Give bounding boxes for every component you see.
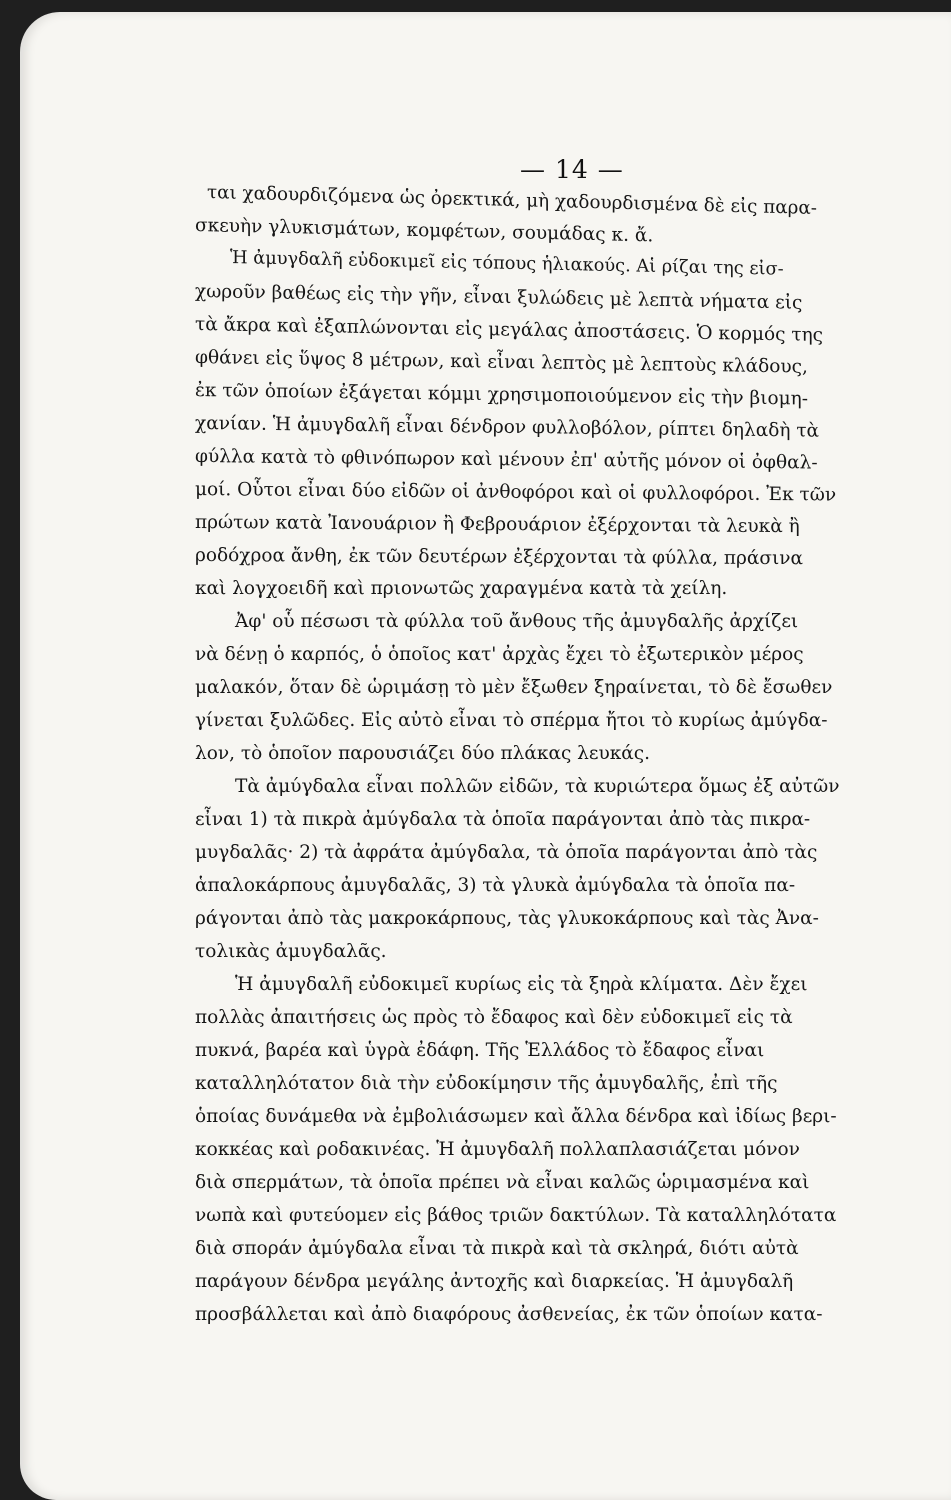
text-line: προσβάλλεται καὶ ἀπὸ διαφόρους ἀσθενείας, ἐκ τῶν ὁποίων κατα-: [195, 1304, 823, 1325]
text-line: χωροῦν βαθέως εἰς τὴν γῆν, εἶναι ξυλώδεις μὲ λεπτὰ νήματα εἰς: [195, 281, 803, 314]
text-line: εἶναι 1) τὰ πικρὰ ἀμύγδαλα τὰ ὁποῖα παράγονται ἀπὸ τὰς πικρα-: [195, 809, 811, 830]
text-line: φθάνει εἰς ὕψος 8 μέτρων, καὶ εἶναι λεπτὸς μὲ λεπτοὺς κλάδους,: [195, 347, 808, 378]
text-line: σκευὴν γλυκισμάτων, κομφέτων, σουμάδας κ. ἄ.: [195, 215, 654, 247]
text-line: νὰ δένῃ ὁ καρπός, ὁ ὁποῖος κατ' ἀρχὰς ἔχει τὸ ἐξωτερικὸν μέρος: [195, 644, 804, 665]
text-line: ται χαδουρδιζόμενα ὡς ὀρεκτικά, μὴ χαδουρδισμένα δὲ εἰς παρα-: [207, 182, 817, 219]
text-line: μοί. Οὗτοι εἶναι δύο εἰδῶν οἱ ἀνθοφόροι καὶ οἱ φυλλοφόροι. Ἐκ τῶν: [195, 479, 837, 506]
text-line: Τὰ ἀμύγδαλα εἶναι πολλῶν εἰδῶν, τὰ κυριώτερα ὅμως ἐξ αὐτῶν: [235, 776, 840, 797]
text-line: ἁπαλοκάρπους ἀμυγδαλᾶς, 3) τὰ γλυκὰ ἀμύγδαλα τὰ ὁποῖα πα-: [195, 875, 796, 896]
text-line: πρώτων κατὰ Ἰανουάριον ἢ Φεβρουάριον ἐξέρχονται τὰ λευκὰ ἢ: [195, 512, 800, 538]
text-line: ροδόχροα ἄνθη, ἐκ τῶν δευτέρων ἐξέρχονται τὰ φύλλα, πράσινα: [195, 545, 803, 570]
text-line: μυγδαλᾶς· 2) τὰ ἀφράτα ἀμύγδαλα, τὰ ὁποῖα παράγονται ἀπὸ τὰς: [195, 842, 818, 863]
body-text: [195, 176, 930, 1331]
text-line: κοκκέας καὶ ροδακινέας. Ἡ ἀμυγδαλῆ πολλαπλασιάζεται μόνον: [195, 1139, 800, 1160]
text-line: ὁποίας δυνάμεθα νὰ ἐμβολιάσωμεν καὶ ἄλλα δένδρα καὶ ἰδίως βερι-: [195, 1106, 837, 1127]
page-number: — 14 —: [520, 155, 624, 184]
text-line: γίνεται ξυλῶδες. Εἰς αὐτὸ εἶναι τὸ σπέρμα ἤτοι τὸ κυρίως ἀμύγδα-: [195, 710, 828, 731]
text-line: τὰ ἄκρα καὶ ἐξαπλώνονται εἰς μεγάλας ἀποστάσεις. Ὁ κορμός της: [195, 314, 824, 346]
text-line: διὰ σπερμάτων, τὰ ὁποῖα πρέπει νὰ εἶναι καλῶς ὡριμασμένα καὶ: [195, 1172, 810, 1193]
text-line: Ἡ ἀμυγδαλῆ εὐδοκιμεῖ εἰς τόπους ἡλιακούς. Αἱ ρίζαι της εἰσ-: [230, 248, 784, 280]
text-line: Ἀφ' οὗ πέσωσι τὰ φύλλα τοῦ ἄνθους τῆς ἀμυγδαλῆς ἀρχίζει: [235, 611, 799, 632]
text-line: νωπὰ καὶ φυτεύομεν εἰς βάθος τριῶν δακτύλων. Τὰ καταλληλότατα: [195, 1205, 837, 1226]
text-line: καὶ λογχοειδῆ καὶ πριονωτῶς χαραγμένα κατὰ τὰ χείλη.: [195, 578, 728, 599]
text-line: πυκνά, βαρέα καὶ ὑγρὰ ἐδάφη. Τῆς Ἑλλάδος τὸ ἔδαφος εἶναι: [195, 1040, 765, 1061]
text-line: χανίαν. Ἡ ἀμυγδαλῆ εἶναι δένδρον φυλλοβόλον, ρίπτει δηλαδὴ τὰ: [195, 413, 820, 442]
text-line: ράγονται ἀπὸ τὰς μακροκάρπους, τὰς γλυκοκάρπους καὶ τὰς Ἀνα-: [195, 908, 819, 929]
text-line: διὰ σποράν ἀμύγδαλα εἶναι τὰ πικρὰ καὶ τὰ σκληρά, διότι αὐτὰ: [195, 1238, 799, 1259]
text-line: παράγουν δένδρα μεγάλης ἀντοχῆς καὶ διαρκείας. Ἡ ἀμυγδαλῆ: [195, 1271, 794, 1292]
text-line: ἐκ τῶν ὁποίων ἐξάγεται κόμμι χρησιμοποιούμενον εἰς τὴν βιομη-: [195, 380, 808, 410]
text-line: Ἡ ἀμυγδαλῆ εὐδοκιμεῖ κυρίως εἰς τὰ ξηρὰ κλίματα. Δὲν ἔχει: [235, 974, 808, 995]
text-line: φύλλα κατὰ τὸ φθινόπωρον καὶ μένουν ἐπ' αὐτῆς μόνον οἱ ὀφθαλ-: [195, 446, 818, 474]
text-line: τολικὰς ἀμυγδαλᾶς.: [195, 941, 387, 962]
text-line: καταλληλότατον διὰ τὴν εὐδοκίμησιν τῆς ἀμυγδαλῆς, ἐπὶ τῆς: [195, 1073, 778, 1094]
text-line: λον, τὸ ὁποῖον παρουσιάζει δύο πλάκας λευκάς.: [195, 743, 651, 764]
text-line: μαλακόν, ὅταν δὲ ὡριμάσῃ τὸ μὲν ἔξωθεν ξηραίνεται, τὸ δὲ ἔσωθεν: [195, 677, 833, 698]
text-line: πολλὰς ἀπαιτήσεις ὡς πρὸς τὸ ἔδαφος καὶ δὲν εὐδοκιμεῖ εἰς τὰ: [195, 1007, 793, 1028]
